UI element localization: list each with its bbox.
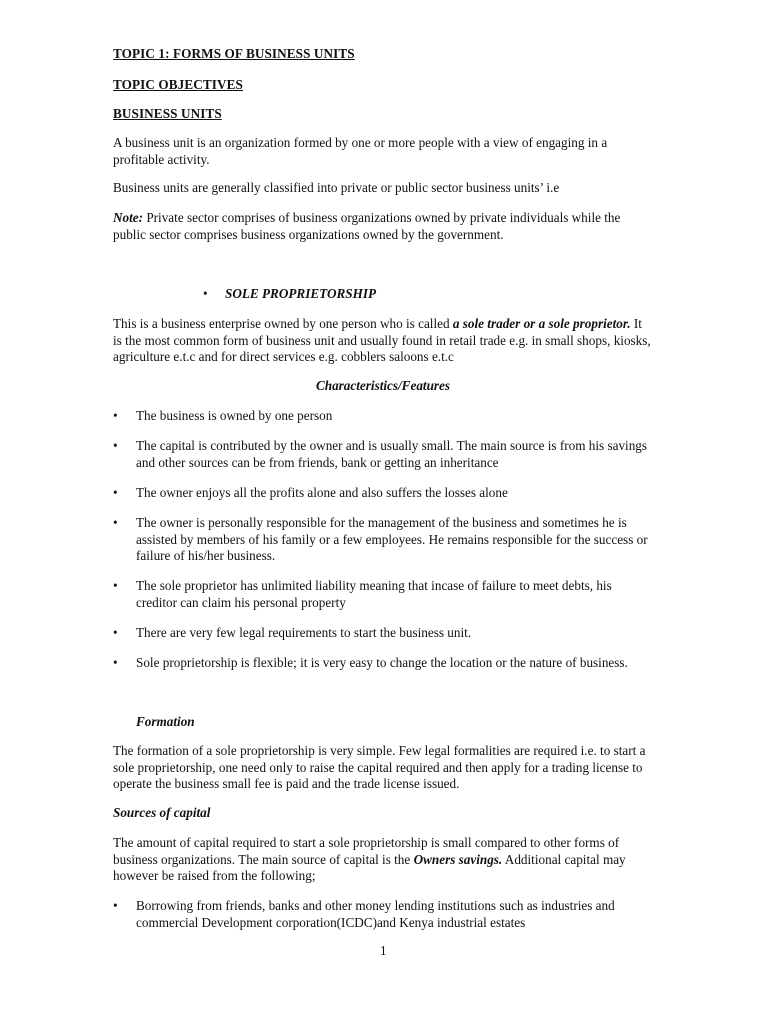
note-paragraph: [113, 210, 653, 243]
classification-paragraph: Business units are generally classified into private or public sector business units’ i.e: [113, 180, 560, 195]
bullet-icon: •: [113, 485, 118, 500]
note-text: Private sector comprises of business organizations owned by private individuals while the public sector comprises business organizations owned by the government.: [113, 210, 621, 242]
bullet-icon: •: [113, 438, 118, 453]
capital-paragraph: [113, 835, 653, 885]
sole-def-post: It is the most common form of business unit and usually found in retail trade e.g. in small shops, kiosks, agriculture e.t.c and for direct services e.g. cobblers saloons e.t.c: [113, 316, 651, 364]
capital-post: Additional capital may however be raised from the following;: [113, 851, 626, 883]
sole-bullet: •: [203, 286, 208, 301]
objectives-heading: TOPIC OBJECTIVES: [113, 77, 243, 92]
page-number: 1: [380, 943, 387, 958]
intro-paragraph: A business unit is an organization formed by one or more people with a view of engaging in a profitable activity.: [113, 135, 608, 167]
bullet-icon: •: [113, 408, 118, 423]
bullet-icon: •: [113, 655, 118, 670]
formation-paragraph: The formation of a sole proprietorship is very simple. Few legal formalities are required i.e. to start a sole proprietorship, one need only to raise the capital required and then apply for a trading license to operate the business small fee is paid and the trade license issued.: [113, 743, 646, 791]
bullet-icon: •: [113, 578, 118, 593]
note-label: Note:: [113, 210, 144, 225]
sole-proprietorship-heading: SOLE PROPRIETORSHIP: [225, 286, 377, 301]
document-page: TOPIC 1: FORMS OF BUSINESS UNITS TOPIC OBJECTIVES BUSINESS UNITS A business unit is an organization formed by one or more people with a view of engaging in a profitable activity. Business units are generally classified into private or public sector business units’ i.e Note: Private sector comprises of business organizations owned by private individuals while the public sector comprises business organizations owned by the government. • SOLE PROPRIETORSHIP This is a business enterprise owned by one person who is called a sole trader or a sole proprietor. It is the most common form of business unit and usually found in retail trade e.g. in small shops, kiosks, agriculture e.t.c and for direct services e.g. cobblers saloons e.t.c Characteristics/Features • The business is owned by one person • The capital is contributed by the owner and is usually small. The main source is from his savings and other sources can be from friends, bank or getting an inheritance • The owner enjoys all the profits alone and also suffers the losses alone • The owner is personally responsible for the management of the business and sometimes he is assisted by members of his family or a few employees. He remains responsible for the success or failure of his/her business. • The sole proprietor has unlimited liability meaning that incase of failure to meet debts, his creditor can claim his personal property • There are very few legal requirements to start the business unit. • Sole proprietorship is flexible; it is very easy to change the location or the nature of business. Formation The formation of a sole proprietorship is very simple. Few legal formalities are required i.e. to start a sole proprietorship, one need only to raise the capital required and then apply for a trading license to operate the business small fee is paid and the trade license issued. Sources of capital The amount of capital required to start a sole proprietorship is small compared to other forms of business organizations. The main source of capital is the Owners savings. Additional capital may however be raised from the following; • Borrowing from friends, banks and other money lending institutions such as industries and commercial Development corporation(ICDC)and Kenya industrial estates 1: [0, 0, 768, 1024]
characteristics-heading: Characteristics/Features: [315, 378, 451, 393]
topic-heading: TOPIC 1: FORMS OF BUSINESS UNITS: [113, 46, 355, 61]
bullet-icon: •: [113, 898, 118, 913]
bullet-icon: •: [113, 625, 118, 640]
sole-def-pre: This is a business enterprise owned by one person who is called: [113, 316, 453, 331]
capital-pre: The amount of capital required to start a sole proprietorship is small compared to other forms of business organizations. The main source of capital is the: [113, 835, 620, 867]
formation-heading: Formation: [136, 714, 195, 729]
sole-definition-paragraph: [113, 316, 653, 366]
sole-def-bold: a sole trader or a sole proprietor.: [452, 316, 631, 331]
capital-bold: Owners savings.: [413, 851, 503, 867]
business-units-heading: BUSINESS UNITS: [113, 106, 222, 121]
bullet-icon: •: [113, 515, 118, 530]
sources-of-capital-heading: Sources of capital: [113, 805, 211, 820]
